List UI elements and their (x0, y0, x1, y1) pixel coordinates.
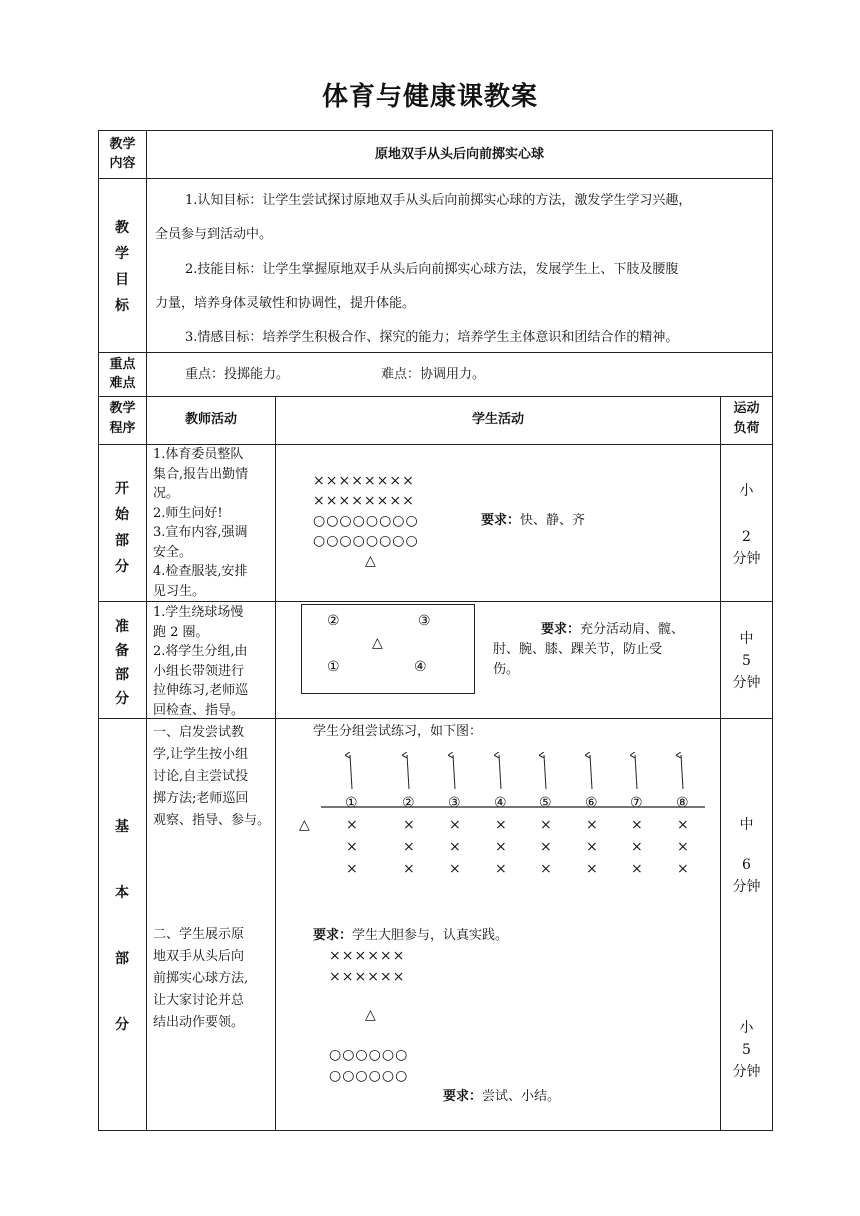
label-top: 重点 (109, 357, 136, 372)
student-marker: × (631, 839, 643, 855)
basic-teacher-activity-1 (153, 722, 270, 832)
basic-requirement-1 (313, 926, 508, 946)
label-char: 始 (115, 507, 129, 523)
difficulty: 难点：协调用力。 (381, 367, 486, 382)
lane-number: ⑥ (585, 795, 598, 811)
text-line: 3.宣布内容,强调 (153, 525, 248, 540)
student-marker: × (631, 817, 643, 833)
load-unit: 分钟 (732, 675, 761, 691)
label-char: 本 (115, 885, 129, 901)
load-num: 5 (742, 653, 751, 669)
start-load (721, 481, 772, 569)
start-requirement (481, 511, 585, 531)
req-label: 要求： (443, 1089, 483, 1104)
text-line: 掷方法;老师巡回 (153, 791, 249, 806)
formation-row: ○○○○○○○○ (313, 513, 419, 529)
header-teacher: 教师活动 (184, 412, 237, 427)
row-divider (99, 601, 772, 602)
basic-teacher-activity-2 (153, 924, 248, 1034)
throw-arrow (407, 755, 409, 789)
req-text: 尝试、小结。 (482, 1089, 561, 1104)
req-text: 快、静、齐 (520, 513, 586, 528)
throw-arrow (635, 755, 637, 789)
label-char: 部 (115, 667, 129, 683)
basic-load-2 (721, 1017, 772, 1083)
load-level: 小 (739, 1020, 754, 1036)
objective-cognitive: 1.认知目标：让学生尝试探讨原地双手从头后向前掷实心球的方法，激发学生学习兴趣， (185, 193, 692, 208)
text-line: 见习生。 (153, 583, 206, 599)
student-marker: × (540, 817, 552, 833)
label-char: 部 (115, 533, 129, 549)
label-char: 部 (115, 951, 129, 967)
row-divider (99, 396, 772, 397)
req-text: 肘、腕、膝、踝关节，防止受 (493, 642, 663, 657)
throw-arrow (590, 755, 592, 789)
formation-row: ×××××× (329, 948, 406, 964)
show-formation (329, 946, 408, 1087)
load-unit: 分钟 (732, 879, 761, 895)
label-char: 分 (115, 1017, 129, 1033)
student-marker: × (631, 861, 643, 877)
prep-teacher-activity (153, 603, 248, 720)
load-level: 中 (739, 817, 754, 833)
basic-requirement-2 (443, 1087, 560, 1107)
student-marker: × (677, 839, 689, 855)
lane-number: ⑧ (676, 795, 689, 811)
text-line: 集合,报告出勤情 (153, 466, 249, 482)
basic-label (99, 816, 145, 1034)
objective-cognitive-cont: 全员参与到活动中。 (155, 227, 273, 242)
student-marker: × (403, 817, 415, 833)
req-text: 充分活动肩、髋、 (580, 622, 685, 637)
teacher-marker: △ (372, 635, 383, 651)
student-marker: × (346, 817, 358, 833)
label-char: 开 (115, 481, 129, 497)
lane-number: ② (402, 795, 415, 811)
load-level: 中 (739, 631, 754, 647)
lane-number: ⑦ (630, 795, 643, 811)
header-procedure: 教学 程序 (109, 401, 136, 436)
key-point: 重点：投掷能力。 (185, 367, 290, 382)
label-char: 基 (115, 819, 129, 835)
page-title: 体育与健康课教案 (321, 82, 538, 112)
throwing-lanes-diagram (295, 745, 719, 885)
label-char: 准 (115, 619, 129, 635)
student-marker: × (495, 839, 507, 855)
label-char: 标 (115, 298, 129, 314)
text-line: 4.检查服装,安排 (153, 564, 248, 579)
start-formation (313, 471, 419, 571)
label-char: 学 (115, 246, 129, 262)
formation-row: ○○○○○○ (329, 1068, 409, 1084)
group-1: ① (327, 659, 340, 675)
formation-row: ×××××××× (313, 473, 415, 489)
text-line: 讨论,自主尝试投 (153, 769, 249, 784)
group-2: ② (327, 613, 340, 629)
teacher-marker: △ (365, 553, 377, 569)
text-line: 地双手从头后向 (153, 949, 245, 964)
formation-row: ○○○○○○ (329, 1047, 409, 1063)
group-4: ④ (414, 659, 427, 675)
lesson-plan-table (98, 130, 773, 1131)
text-line: 学,让学生按小组 (153, 747, 249, 762)
load-num: 2 (742, 529, 751, 545)
group-area-box (301, 604, 475, 694)
load-level: 小 (739, 483, 754, 499)
basic-load-1 (721, 815, 772, 897)
label-char: 教 (115, 220, 129, 236)
label-char: 分 (115, 559, 129, 575)
prep-label (99, 616, 145, 708)
text-line: 安全。 (153, 544, 193, 560)
prep-load (721, 628, 772, 694)
throw-arrow (499, 755, 501, 789)
load-unit: 分钟 (732, 551, 761, 567)
label-char: 分 (115, 691, 129, 707)
col-divider (275, 396, 276, 1131)
objective-affective: 3.情感目标：培养学生积极合作、探究的能力；培养学生主体意识和团结合作的精神。 (185, 330, 679, 345)
label-bottom: 难点 (109, 376, 136, 391)
lane-number: ① (345, 795, 358, 811)
text-line: 2.将学生分组,由 (153, 644, 248, 659)
student-marker: × (346, 839, 358, 855)
text-line: 结出动作要领。 (153, 1015, 245, 1030)
formation-row: ○○○○○○○○ (313, 533, 419, 549)
req-label: 要求： (313, 928, 353, 943)
student-marker: × (586, 839, 598, 855)
keypoints-label (99, 355, 146, 393)
start-label (99, 478, 145, 576)
formation-row: ×××××× (329, 969, 406, 985)
label-char: 目 (115, 272, 129, 288)
text-line: 1.学生绕球场慢 (153, 605, 244, 620)
text-line: 二、学生展示原 (153, 927, 245, 942)
text-line: 观察、指导、参与。 (153, 813, 271, 828)
text-line: 拉伸练习,老师巡 (153, 683, 249, 698)
req-label: 要求： (481, 513, 521, 528)
throw-arrow (453, 755, 455, 789)
student-marker: × (403, 861, 415, 877)
student-marker: × (495, 817, 507, 833)
throw-direction-arrows (295, 745, 719, 815)
row-divider (99, 178, 772, 179)
header-student: 学生活动 (471, 412, 524, 427)
text-line: 况。 (153, 486, 180, 501)
throw-arrow (544, 755, 546, 789)
throw-arrow (681, 755, 683, 789)
student-marker: × (449, 839, 461, 855)
objective-skill-cont: 力量，培养身体灵敏性和协调性，提升体能。 (155, 296, 416, 311)
student-marker: × (586, 861, 598, 877)
text-line: 跑 2 圈。 (153, 624, 209, 640)
student-marker: × (540, 861, 552, 877)
text-line: 2.师生问好! (153, 505, 223, 521)
student-marker: × (540, 839, 552, 855)
basic-intro: 学生分组尝试练习，如下图： (313, 724, 483, 739)
group-3: ③ (418, 613, 431, 629)
formation-row: ×××××××× (313, 493, 415, 509)
teacher-marker: △ (299, 817, 310, 833)
throw-arrow (350, 755, 352, 789)
content-label: 教学 内容 (109, 137, 136, 171)
text-line: 前掷实心球方法, (153, 971, 249, 986)
text-line: 一、启发尝试教 (153, 725, 245, 740)
col-divider (146, 131, 147, 1131)
student-marker: × (449, 817, 461, 833)
text-line: 回检查、指导。 (153, 702, 245, 718)
teacher-marker: △ (365, 1007, 377, 1023)
row-divider (99, 352, 772, 353)
lane-number: ④ (494, 795, 507, 811)
req-text: 伤。 (493, 662, 520, 677)
student-marker: × (677, 817, 689, 833)
student-marker: × (346, 861, 358, 877)
student-marker: × (449, 861, 461, 877)
prep-requirement (493, 620, 684, 680)
lane-number: ⑤ (539, 795, 552, 811)
load-unit: 分钟 (732, 1064, 761, 1080)
student-marker: × (495, 861, 507, 877)
student-marker: × (586, 817, 598, 833)
req-label: 要求： (541, 622, 581, 637)
req-text: 学生大胆参与，认真实践。 (352, 928, 509, 943)
text-line: 小组长带领进行 (153, 663, 245, 679)
student-marker: × (677, 861, 689, 877)
load-num: 5 (742, 1042, 751, 1058)
label-char: 备 (115, 643, 129, 659)
content-text: 原地双手从头后向前掷实心球 (374, 147, 544, 162)
header-load: 运动 负荷 (733, 401, 760, 436)
start-teacher-activity (153, 445, 248, 601)
text-line: 1.体育委员整队 (153, 447, 244, 462)
load-num: 6 (742, 857, 751, 873)
objective-skill: 2.技能目标：让学生掌握原地双手从头后向前掷实心球方法，发展学生上、下肢及腰腹 (185, 262, 679, 277)
text-line: 让大家讨论并总 (153, 993, 245, 1008)
lane-number: ③ (448, 795, 461, 811)
objectives-label (99, 217, 145, 315)
student-marker: × (403, 839, 415, 855)
